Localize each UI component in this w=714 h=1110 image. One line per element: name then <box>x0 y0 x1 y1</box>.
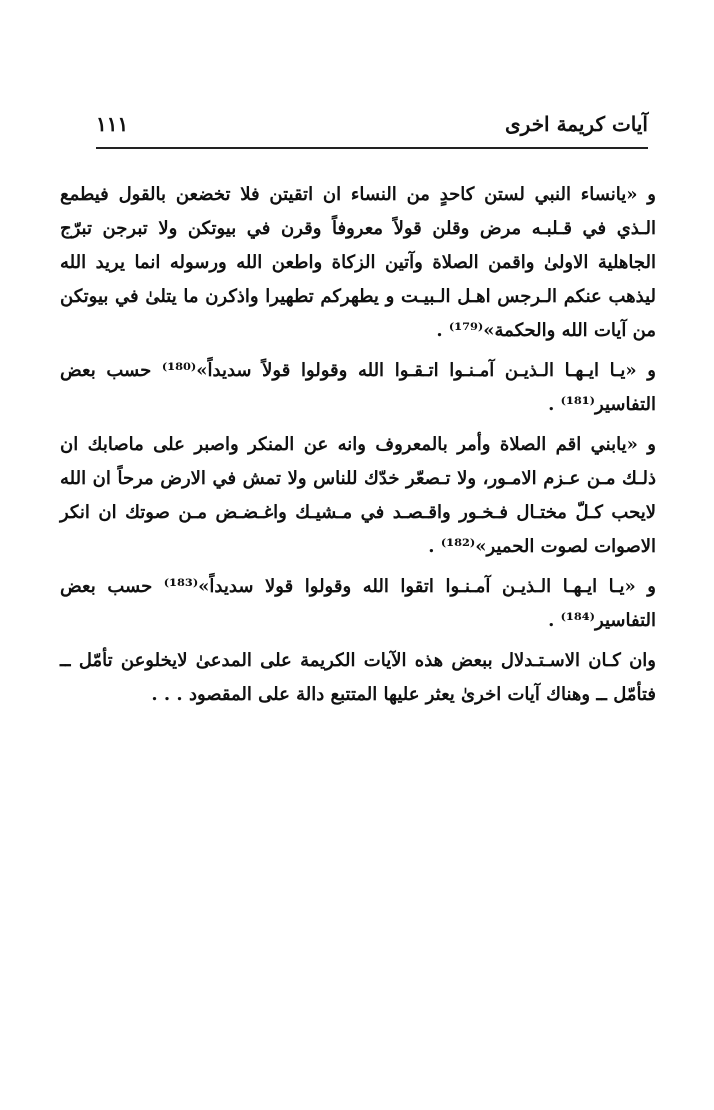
page-body <box>60 178 656 718</box>
paragraph-verse-3: و «يابني اقم الصلاة وأمر بالمعروف وانه عن المنكر واصبر على ماصابك ان ذلـك مـن عـزم الامـور، ولا تـصعّر خدّك للناس ولا تمش في الارض مرحاً ان الله لايحب كـلّ مختـال فـخـور واقـصـد في مـشيـك واغـضـض مـن صوتك ان انكر الاصوات لصوت الحمير»⁽¹⁸²⁾ . <box>60 434 656 557</box>
paragraph-verse-2: و «يـا ايـهـا الـذيـن آمـنـوا اتـقـوا الله وقولوا قولاً سديداً»⁽¹⁸⁰⁾ حسب بعض التفاسير⁽¹⁸¹⁾ . <box>60 360 656 415</box>
paragraph-verse-1: و «يانساء النبي لستن كاحدٍ من النساء ان اتقيتن فلا تخضعن بالقول فيطمع الـذي في قـلبـه مرض وقلن قولاً معروفاً وقرن في بيوتكن ولا تبرجن تبرّج الجاهلية الاولىٰ واقمن الصلاة وآتين الزكاة واطعن الله ورسوله انما يريد الله ليذهب عنكم الـرجس اهـل الـبيـت و يطهركم تطهيرا واذكرن ما يتلىٰ في بيوتكن من آيات الله والحكمة»⁽¹⁷⁹⁾ . <box>60 184 656 341</box>
chapter-title: آيات كريمة اخرى <box>505 112 648 136</box>
paragraph-verse-4: و «يـا ايـهـا الـذيـن آمـنـوا اتقوا الله وقولوا قولا سديداً»⁽¹⁸³⁾ حسب بعض التفاسير⁽¹⁸⁴⁾ . <box>60 576 656 631</box>
running-head <box>96 108 648 144</box>
paragraph-conclusion: وان كـان الاسـتـدلال ببعض هذه الآيات الكريمة على المدعىٰ لايخلوعن تأمّل ــ فتأمّل ــ وهناك آيات اخرىٰ يعثر عليها المتتبع دالة على المقصود . . . <box>60 650 656 705</box>
header-divider <box>96 147 648 149</box>
page-number: ١١١ <box>96 112 129 136</box>
